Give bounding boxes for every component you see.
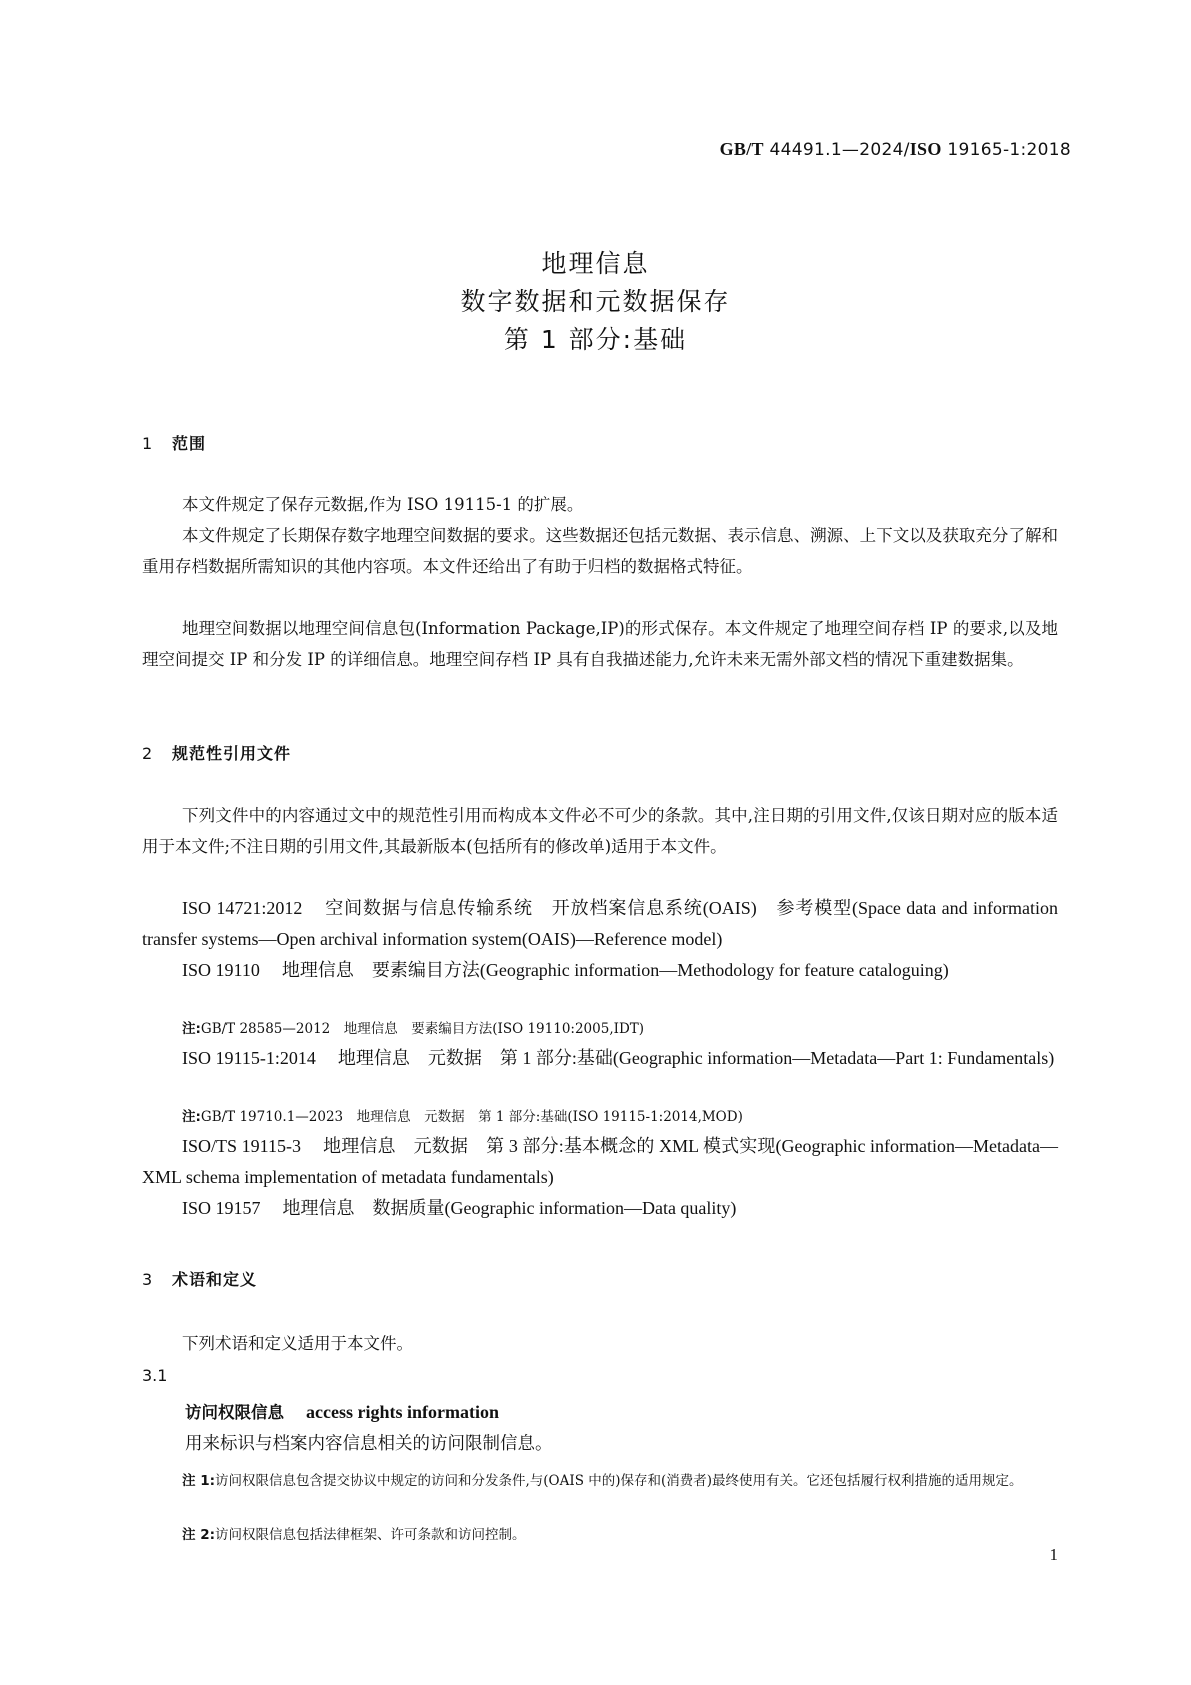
reference-text: 地理信息 要素编目方法(Geographic information—Methodology for feature cataloguing) xyxy=(281,960,949,980)
note-text: GB/T 19710.1—2023 地理信息 元数据 第 1 部分:基础(ISO 19115-1:2014,MOD) xyxy=(200,1109,743,1125)
scope-paragraph-1: 本文件规定了保存元数据,作为 ISO 19115-1 的扩展。 xyxy=(182,495,584,514)
title-line-3: 第 1 部分:基础 xyxy=(503,325,688,354)
iso-prefix: ISO xyxy=(909,139,942,159)
section-title: 规范性引用文件 xyxy=(172,744,292,763)
reference-item xyxy=(142,1131,1058,1193)
section-2-heading xyxy=(142,741,291,764)
reference-item xyxy=(142,893,1058,955)
term-chinese: 访问权限信息 xyxy=(185,1403,284,1422)
reference-item xyxy=(142,955,1058,986)
reference-note xyxy=(182,1105,1062,1129)
terms-intro: 下列术语和定义适用于本文件。 xyxy=(182,1334,413,1353)
reference-text: 地理信息 元数据 第 3 部分:基本概念的 XML 模式实现(Geographic information—Metadata—XML schema implementation of metadata fundamentals) xyxy=(142,1136,1059,1187)
reference-text: 地理信息 数据质量(Geographic information—Data quality) xyxy=(282,1198,737,1218)
section-number: 1 xyxy=(142,434,154,453)
reference-text: 地理信息 元数据 第 1 部分:基础(Geographic information—Metadata—Part 1: Fundamentals) xyxy=(337,1048,1055,1068)
reference-code: ISO 19110 xyxy=(182,960,260,980)
title-line-1: 地理信息 xyxy=(541,249,650,278)
scope-paragraph-2: 本文件规定了长期保存数字地理空间数据的要求。这些数据还包括元数据、表示信息、溯源、上下文以及获取充分了解和重用存档数据所需知识的其他内容项。本文件还给出了有助于归档的数据格式特征。 xyxy=(142,526,1058,576)
term-english: access rights information xyxy=(306,1402,499,1422)
page-number: 1 xyxy=(1049,1545,1058,1564)
note-label: 注 2: xyxy=(182,1527,215,1543)
note-text: 访问权限信息包含提交协议中规定的访问和分发条件,与(OAIS 中的)保存和(消费者)最终使用有关。它还包括履行权利措施的适用规定。 xyxy=(215,1473,1023,1489)
reference-code: ISO 19115-1:2014 xyxy=(182,1048,316,1068)
normative-intro: 下列文件中的内容通过文中的规范性引用而构成本文件必不可少的条款。其中,注日期的引用文件,仅该日期对应的版本适用于本文件;不注日期的引用文件,其最新版本(包括所有的修改单)适用于本文件。 xyxy=(142,806,1058,856)
term-note-1 xyxy=(182,1469,1062,1493)
section-title: 范围 xyxy=(172,434,207,453)
term-number: 3.1 xyxy=(142,1366,168,1385)
reference-code: ISO/TS 19115-3 xyxy=(182,1136,301,1156)
iso-number: 19165-1:2018 xyxy=(947,140,1071,160)
term-entry xyxy=(185,1399,499,1423)
standard-code xyxy=(720,139,1071,160)
note-label: 注: xyxy=(182,1109,201,1125)
note-text: 访问权限信息包括法律框架、许可条款和访问控制。 xyxy=(215,1527,526,1543)
gb-number: 44491.1—2024/ xyxy=(769,140,910,160)
gb-prefix: GB/T xyxy=(719,139,764,159)
note-text: GB/T 28585—2012 地理信息 要素编目方法(ISO 19110:2005,IDT) xyxy=(200,1021,645,1037)
reference-item xyxy=(142,1193,1058,1224)
term-definition: 用来标识与档案内容信息相关的访问限制信息。 xyxy=(185,1434,553,1454)
reference-item xyxy=(142,1043,1058,1074)
section-3-heading xyxy=(142,1267,257,1290)
section-1-heading xyxy=(142,431,206,454)
reference-code: ISO 14721:2012 xyxy=(182,898,303,918)
scope-paragraph-3: 地理空间数据以地理空间信息包(Information Package,IP)的形式保存。本文件规定了地理空间存档 IP 的要求,以及地理空间提交 IP 和分发 IP 的详细信息。地理空间存档 IP 具有自我描述能力,允许未来无需外部文档的情况下重建数据集。 xyxy=(142,619,1058,669)
title-line-2: 数字数据和元数据保存 xyxy=(460,287,731,316)
section-title: 术语和定义 xyxy=(172,1270,258,1289)
reference-text: 空间数据与信息传输系统 开放档案信息系统(OAIS) 参考模型(Space data and information transfer systems—Open archival information system(OAIS)—Reference model) xyxy=(142,898,1058,949)
note-label: 注 1: xyxy=(182,1473,215,1489)
section-number: 3 xyxy=(142,1270,154,1289)
section-number: 2 xyxy=(142,744,154,763)
reference-code: ISO 19157 xyxy=(182,1198,261,1218)
term-note-2 xyxy=(182,1523,1062,1547)
reference-note xyxy=(182,1017,1062,1041)
note-label: 注: xyxy=(182,1021,201,1037)
